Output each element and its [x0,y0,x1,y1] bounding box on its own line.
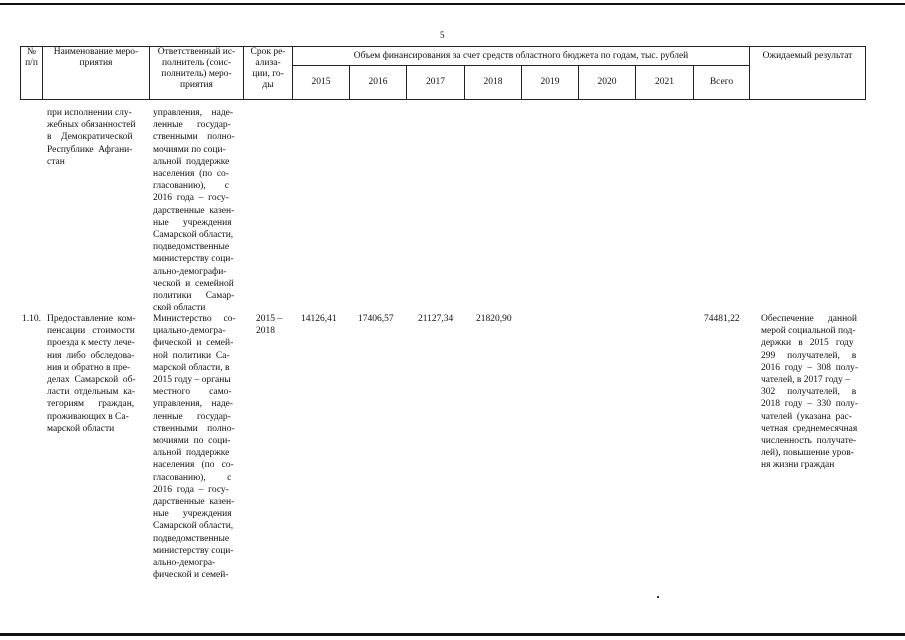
value-total: 74481,22 [704,314,740,324]
bottom-rule [0,633,905,636]
header-year-2017: 2017 [406,65,465,100]
header-financing: Объем финансирования за счет средств областного бюджета по годам, тыс. рублей [292,46,750,66]
row-name: Предоставление ком- пенсации стоимости проезда к месту лече- ния либо обследова- ния и обратно в пре- делах Самарской об- ласти отдельным ка- тегориям граждан, проживающих в Са- марской области [47,314,136,434]
row-term: 2015 – 2018 [256,314,283,337]
header-year-2021: 2021 [635,65,694,100]
header-year-2019: 2019 [521,65,579,100]
header-year-2015: 2015 [292,65,350,100]
header-year-2016: 2016 [349,65,407,100]
scan-speck [657,596,659,598]
continuation-responsible: управления, наде- ленные государ- ственными полно- мочиями по соци- альной поддержке населения (по со- гласованию), с 2016 года – госу- дарственные казен- ные учреждения Самарской области, подведомственные министерству соци- ально-демографи- ческой и семейной политики Самар- ской области [153,108,235,314]
value-2018: 21820,90 [476,314,512,324]
header-term: Срок ре- ализа- ции, го- ды [243,46,293,100]
value-2017: 21127,34 [418,314,454,324]
value-2015: 14126,41 [301,314,337,324]
header-year-2020: 2020 [578,65,636,100]
header-result: Ожидаемый результат [749,46,866,100]
top-rule [0,3,905,5]
header-responsible: Ответственный ис- полнитель (соис- полнитель) меро- приятия [149,46,244,100]
header-year-2018: 2018 [464,65,522,100]
continuation-name: при исполнении слу- жебных обязанностей в Демократической Республике Афгани- стан [47,108,136,167]
header-name: Наименование меро- приятия [42,46,150,100]
value-2016: 17406,57 [358,314,394,324]
row-result: Обеспечение данной мерой социальной под- держки в 2015 году 299 получателей, в 2016 году – 308 полу- чателей, в 2017 году – 302 получателей, в 2018 году – 330 полу- чателей (указана рас- четная среднемесячная численность получате- лей), повышение уров- ня жизни граждан [761,314,859,471]
page-number: 5 [440,30,445,40]
header-number: № п/п [20,46,43,100]
row-responsible: Министерство со- циально-демогра- фической и семей- ной политики Са- марской области, в 2015 году – органы местного само- управления, наде- ленные государ- ственными полно- мочиями по соци- альной поддержке населения (по со- гласованию), с 2016 года – госу- дарственные казен- ные учреждения Самарской области, подведомственные министерству соци- ально-демогра- фической и семей- [153,314,236,581]
header-total: Всего [693,65,750,100]
row-number: 1.10. [22,314,41,324]
